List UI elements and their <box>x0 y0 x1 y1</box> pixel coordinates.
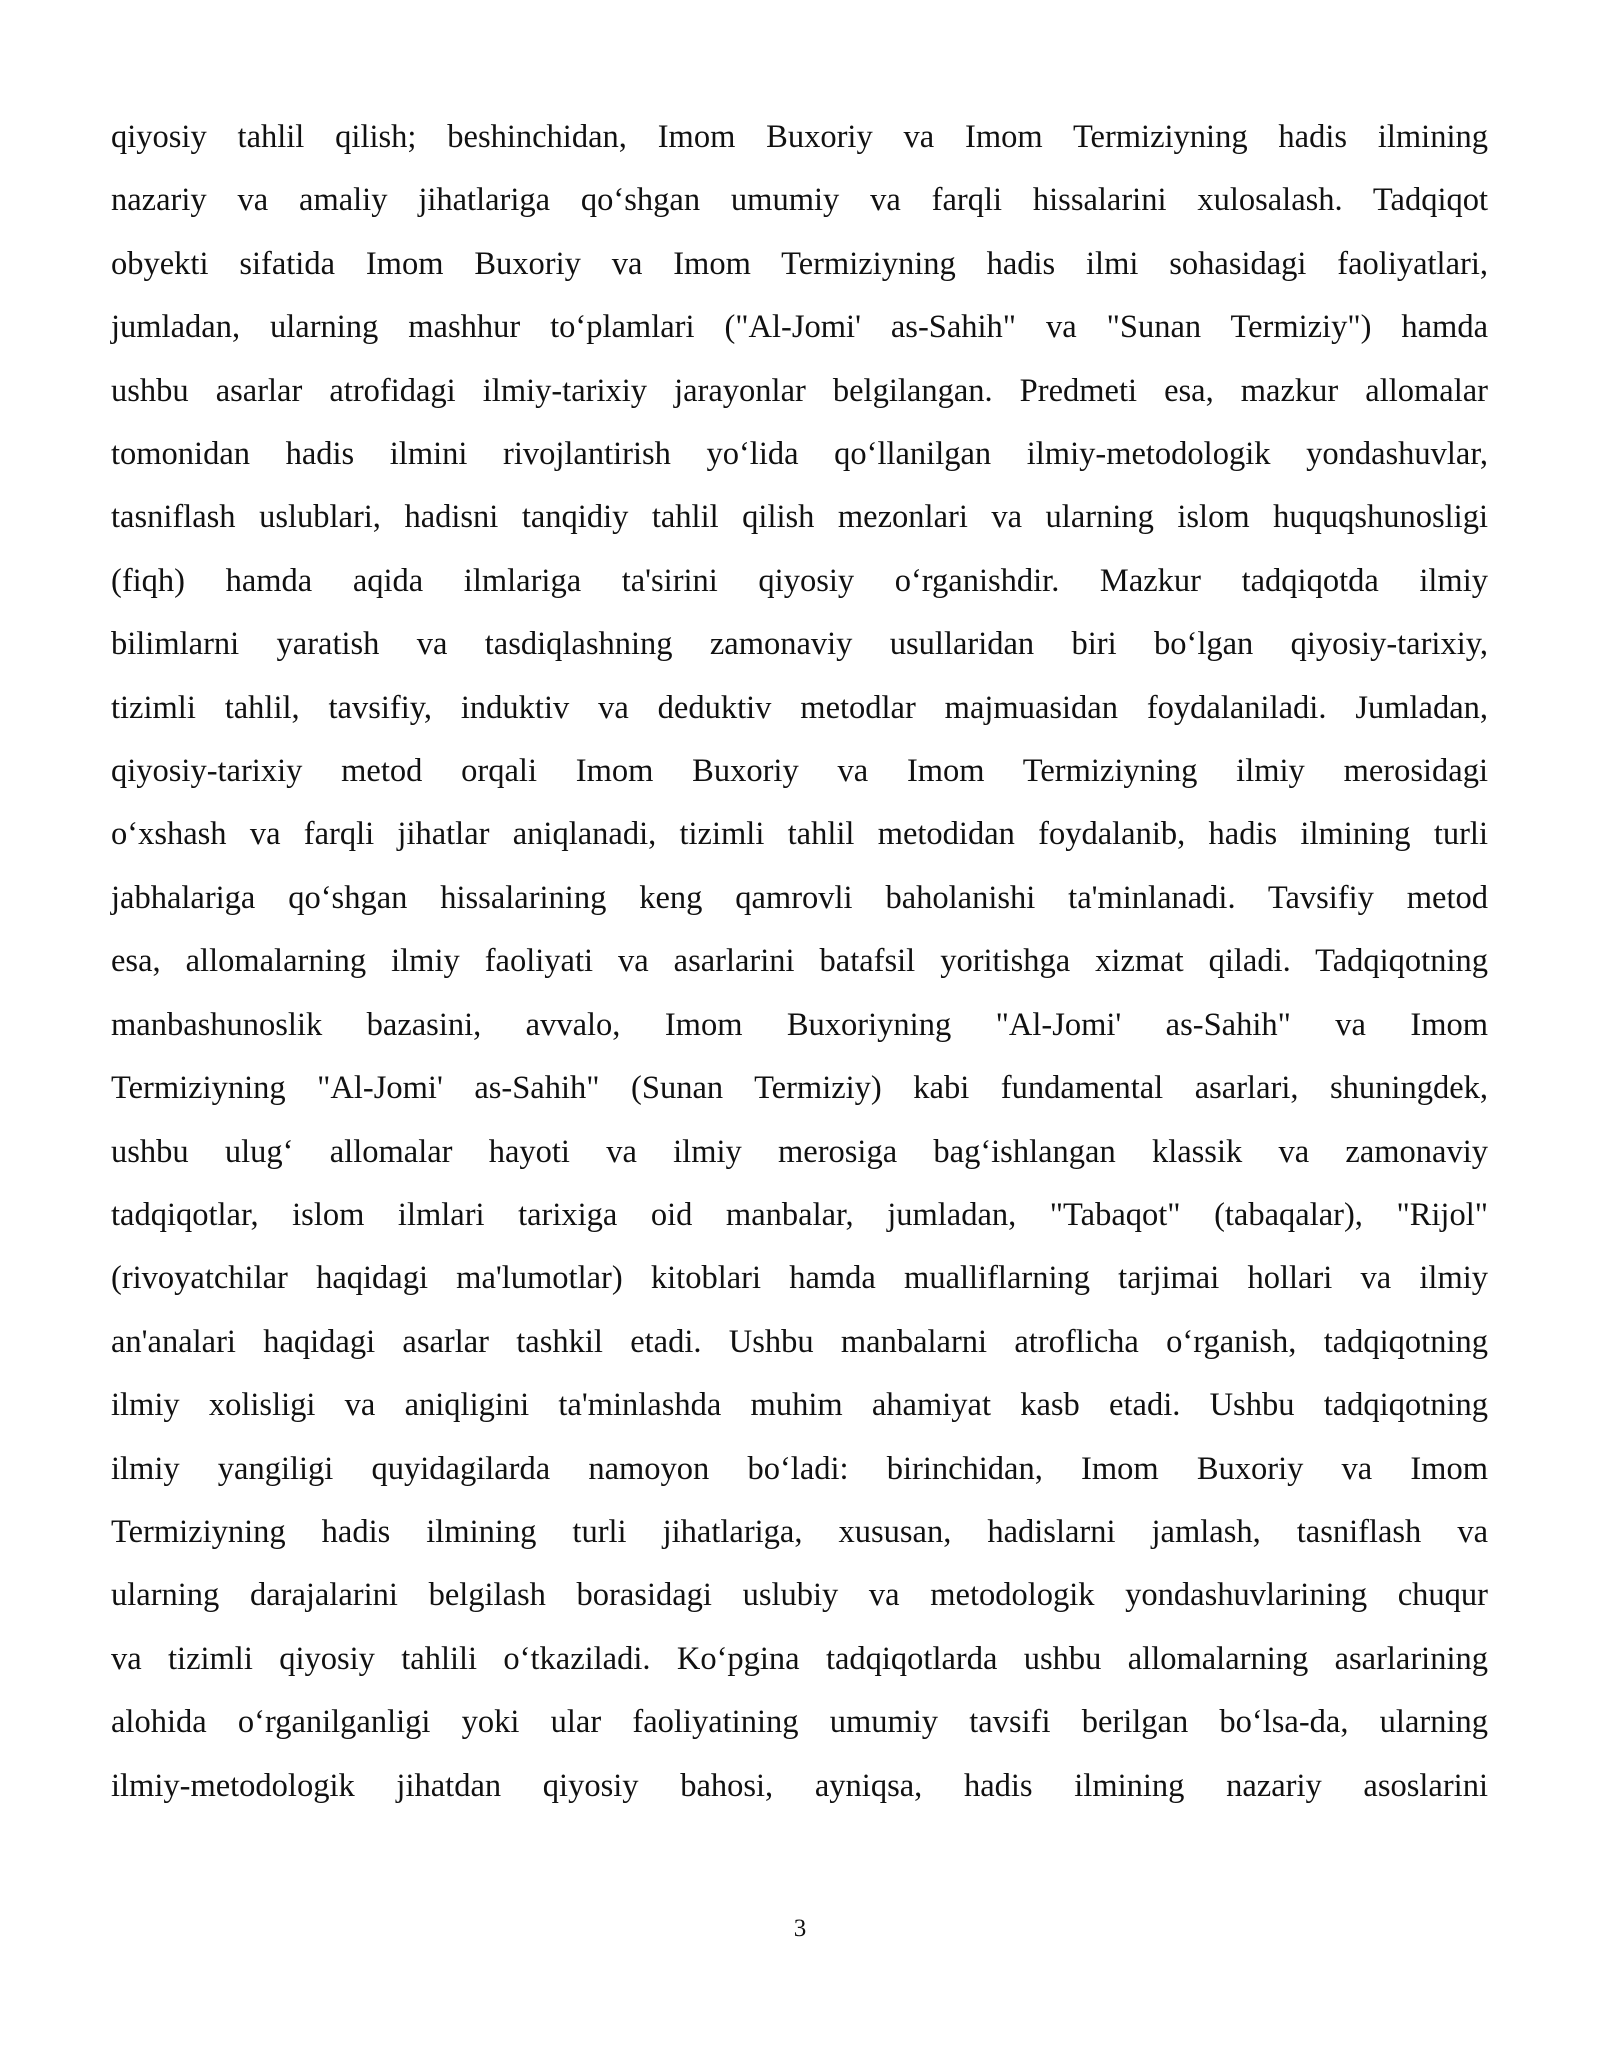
text-line: tadqiqotlar, islom ilmlari tarixiga oid manbalar, jumladan, "Tabaqot" (tabaqalar), "Rijol" <box>111 1196 1488 1233</box>
text-line: tizimli tahlil, tavsifiy, induktiv va deduktiv metodlar majmuasidan foydalaniladi. Jumladan, <box>111 689 1488 726</box>
text-line: Termiziyning "Al-Jomi' as-Sahih" (Sunan Termiziy) kabi fundamental asarlari, shuningdek, <box>111 1070 1488 1107</box>
text-line: jumladan, ularning mashhur to‘plamlari ("Al-Jomi' as-Sahih" va "Sunan Termiziy") hamda <box>111 309 1488 346</box>
text-line: (fiqh) hamda aqida ilmlariga ta'sirini qiyosiy o‘rganishdir. Mazkur tadqiqotda ilmiy <box>111 562 1488 599</box>
text-line: an'analari haqidagi asarlar tashkil etadi. Ushbu manbalarni atroflicha o‘rganish, tadqiqotning <box>111 1323 1488 1360</box>
text-line: ilmiy xolisligi va aniqligini ta'minlashda muhim ahamiyat kasb etadi. Ushbu tadqiqotning <box>111 1387 1488 1424</box>
text-line: Termiziyning hadis ilmining turli jihatlariga, xususan, hadislarni jamlash, tasniflash va <box>111 1513 1488 1550</box>
text-line: alohida o‘rganilganligi yoki ular faoliyatining umumiy tavsifi berilgan bo‘lsa-da, ularning <box>111 1704 1488 1741</box>
text-line: ilmiy-metodologik jihatdan qiyosiy bahosi, ayniqsa, hadis ilmining nazariy asoslarini <box>111 1767 1488 1804</box>
text-line: nazariy va amaliy jihatlariga qo‘shgan umumiy va farqli hissalarini xulosalash. Tadqiqot <box>111 182 1488 219</box>
text-line: esa, allomalarning ilmiy faoliyati va asarlarini batafsil yoritishga xizmat qiladi. Tadqiqotning <box>111 943 1488 980</box>
text-line: o‘xshash va farqli jihatlar aniqlanadi, tizimli tahlil metodidan foydalanib, hadis ilmining turli <box>111 816 1488 853</box>
text-line: manbashunoslik bazasini, avvalo, Imom Buxoriyning "Al-Jomi' as-Sahih" va Imom <box>111 1006 1488 1043</box>
text-line: ushbu ulug‘ allomalar hayoti va ilmiy merosiga bag‘ishlangan klassik va zamonaviy <box>111 1133 1488 1170</box>
text-line: qiyosiy-tarixiy metod orqali Imom Buxoriy va Imom Termiziyning ilmiy merosidagi <box>111 753 1488 790</box>
text-line: va tizimli qiyosiy tahlili o‘tkaziladi. Ko‘pgina tadqiqotlarda ushbu allomalarning asarlarining <box>111 1640 1488 1677</box>
page-number: 3 <box>793 1915 807 1942</box>
text-line: tasniflash uslublari, hadisni tanqidiy tahlil qilish mezonlari va ularning islom huquqshunosligi <box>111 499 1488 536</box>
text-line: obyekti sifatida Imom Buxoriy va Imom Termiziyning hadis ilmi sohasidagi faoliyatlari, <box>111 245 1488 282</box>
text-line: (rivoyatchilar haqidagi ma'lumotlar) kitoblari hamda mualliflarning tarjimai hollari va ilmiy <box>111 1260 1488 1297</box>
text-line: ushbu asarlar atrofidagi ilmiy-tarixiy jarayonlar belgilangan. Predmeti esa, mazkur allomalar <box>111 372 1488 409</box>
body-paragraph <box>111 106 1488 1818</box>
text-line: bilimlarni yaratish va tasdiqlashning zamonaviy usullaridan biri bo‘lgan qiyosiy-tarixiy, <box>111 626 1488 663</box>
text-line: jabhalariga qo‘shgan hissalarining keng qamrovli baholanishi ta'minlanadi. Tavsifiy metod <box>111 879 1488 916</box>
text-line: ularning darajalarini belgilash borasidagi uslubiy va metodologik yondashuvlarining chuqur <box>111 1577 1488 1614</box>
text-line: tomonidan hadis ilmini rivojlantirish yo‘lida qo‘llanilgan ilmiy-metodologik yondashuvlar, <box>111 436 1488 473</box>
text-line: qiyosiy tahlil qilish; beshinchidan, Imom Buxoriy va Imom Termiziyning hadis ilmining <box>111 119 1488 155</box>
text-line: ilmiy yangiligi quyidagilarda namoyon bo‘ladi: birinchidan, Imom Buxoriy va Imom <box>111 1450 1488 1487</box>
